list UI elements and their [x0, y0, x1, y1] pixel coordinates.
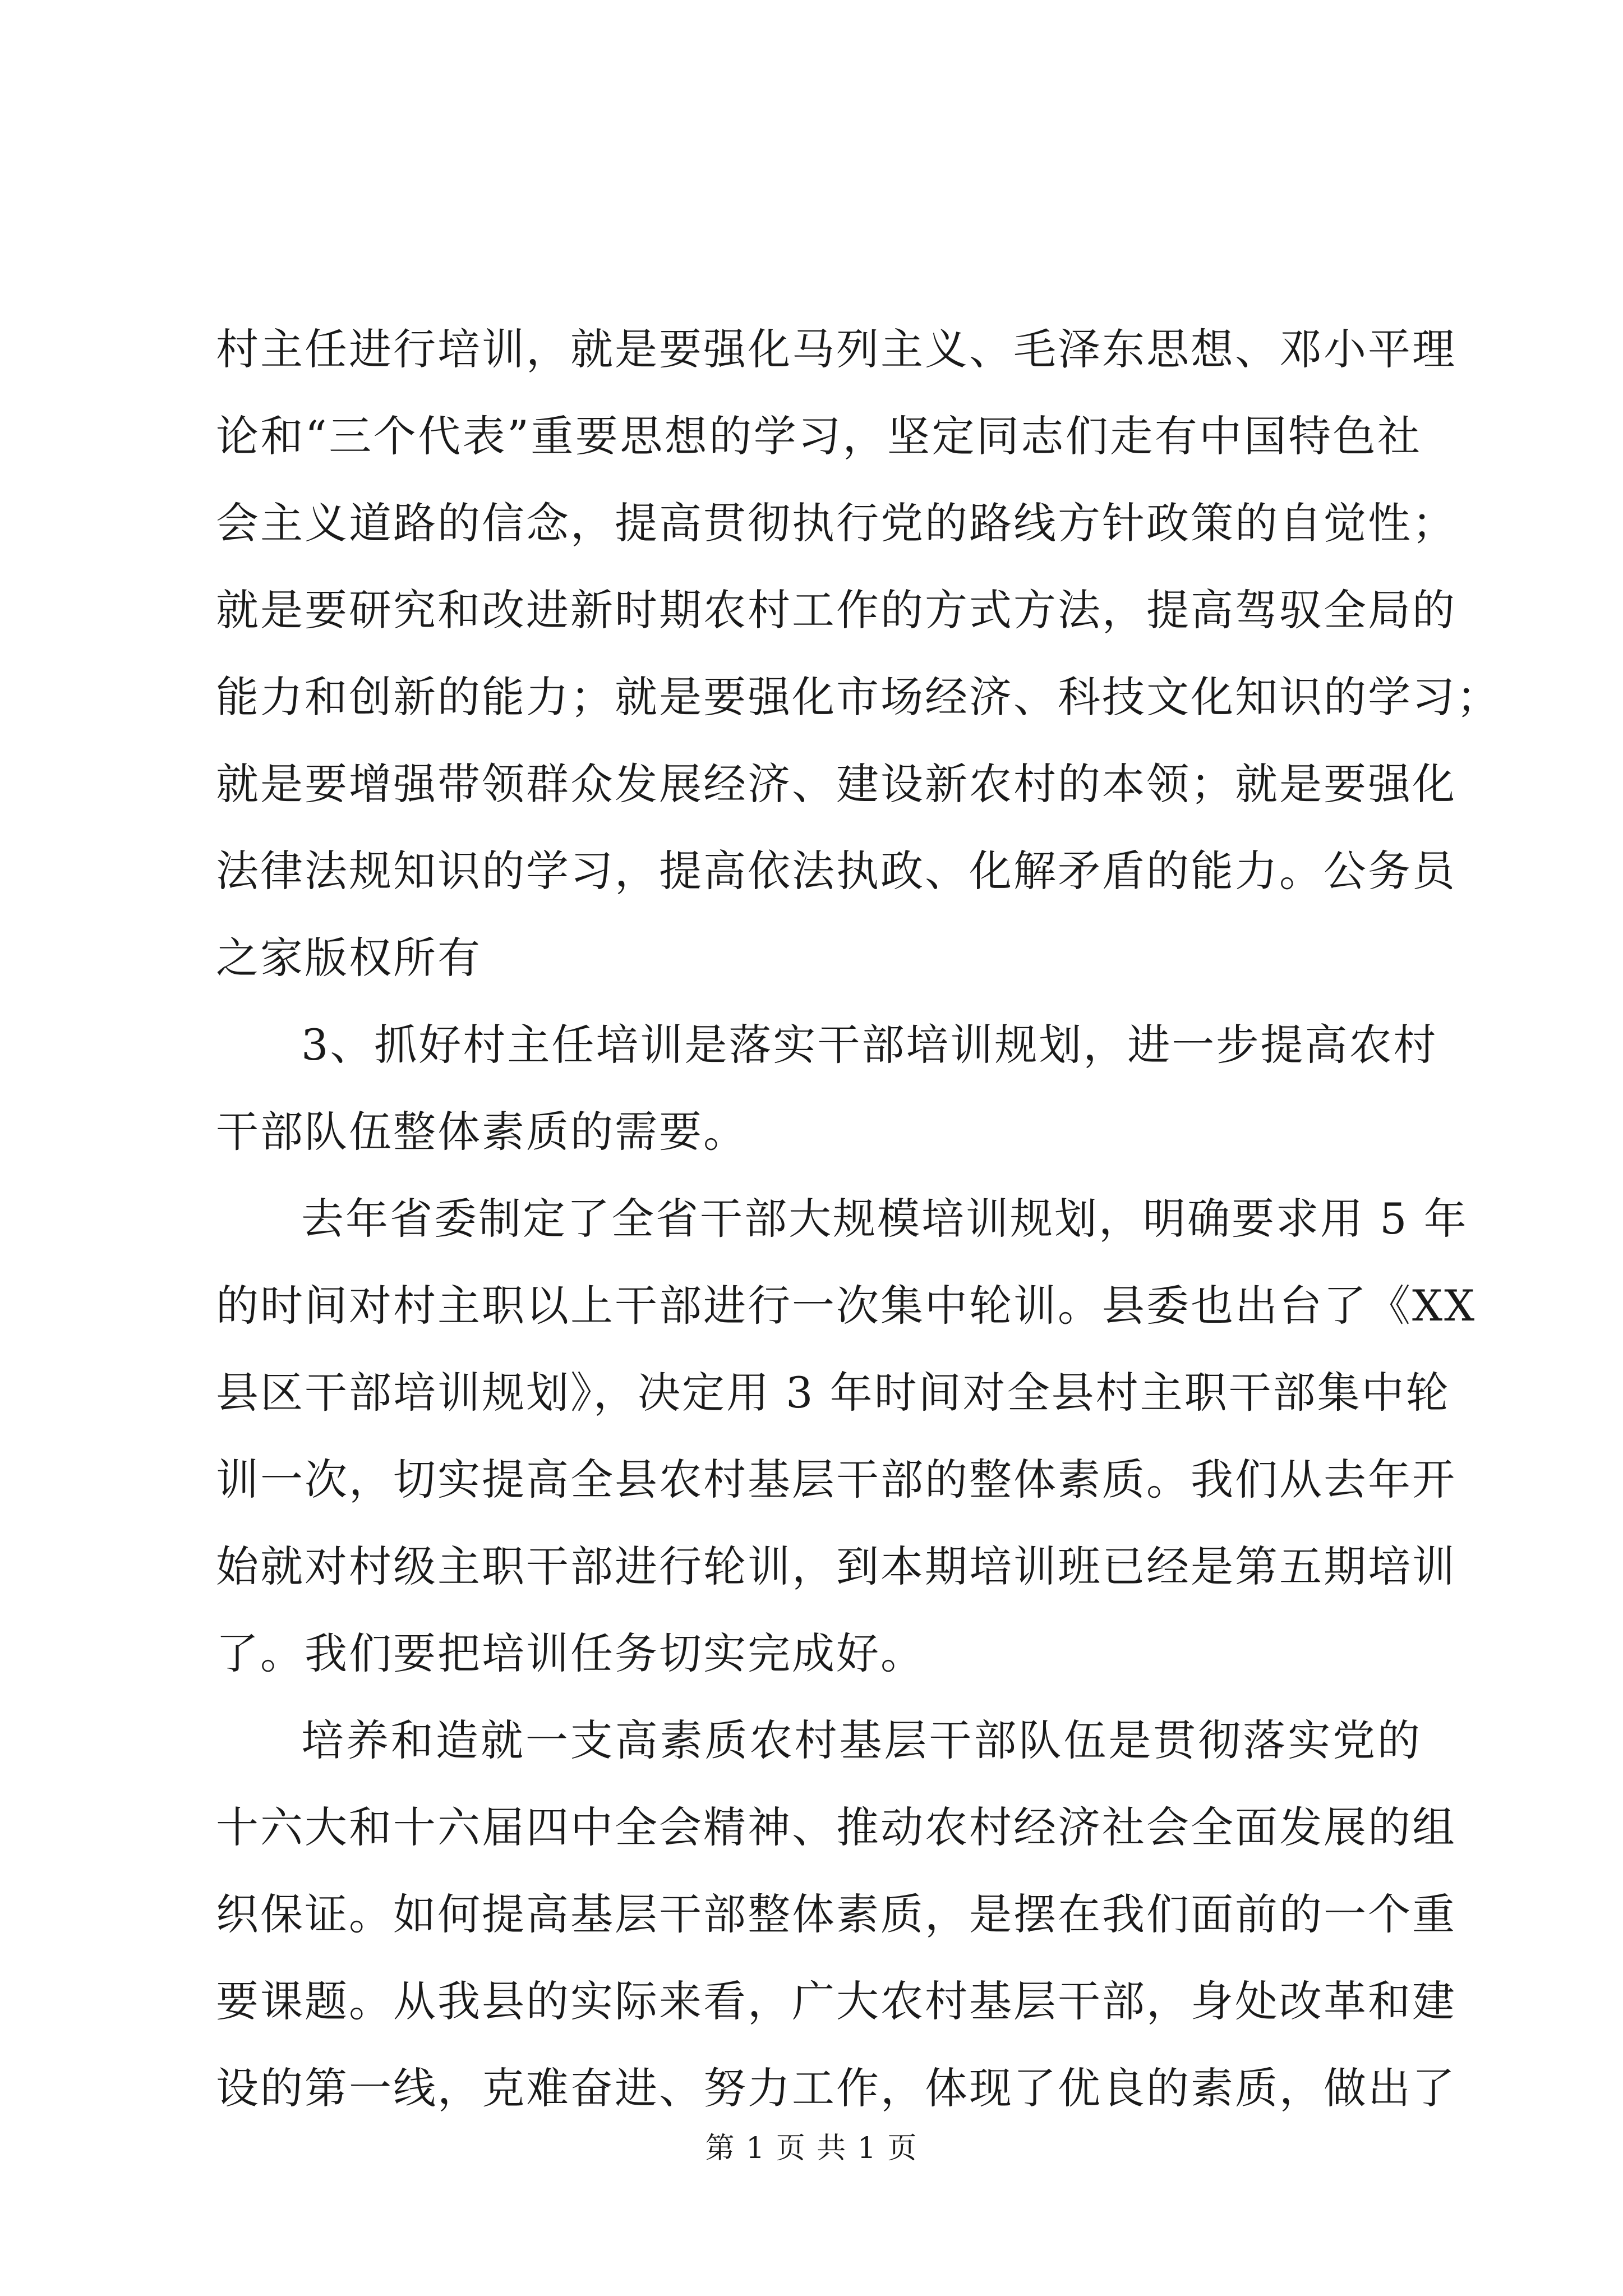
text-line: 了。我们要把培训任务切实完成好。 — [216, 1628, 925, 1678]
text-line: 训一次，切实提高全县农村基层干部的整体素质。我们从去年开 — [216, 1455, 1456, 1504]
text-line: 的时间对村主职以上干部进行一次集中轮训。县委也出台了《XX — [216, 1281, 1477, 1331]
text-line: 十六大和十六届四中全会精神、推动农村经济社会全面发展的组 — [216, 1802, 1456, 1852]
text-line: 县区干部培训规划》，决定用 3 年时间对全县村主职干部集中轮 — [216, 1368, 1450, 1418]
text-line: 就是要增强带领群众发展经济、建设新农村的本领；就是要强化 — [216, 759, 1456, 809]
text-line: 要课题。从我县的实际来看，广大农村基层干部，身处改革和建 — [216, 1976, 1456, 2026]
text-line: 村主任进行培训，就是要强化马列主义、毛泽东思想、邓小平理 — [216, 324, 1456, 374]
paragraph-training-plan — [216, 1175, 1477, 1697]
text-line: 就是要研究和改进新时期农村工作的方式方法，提高驾驭全局的 — [216, 585, 1456, 635]
paragraph-section-3 — [216, 1001, 1438, 1175]
text-line: 之家版权所有 — [216, 933, 482, 983]
text-line: 能力和创新的能力；就是要强化市场经济、科技文化知识的学习； — [216, 672, 1501, 722]
text-line: 始就对村级主职干部进行轮训，到本期培训班已经是第五期培训 — [216, 1542, 1456, 1591]
text-line: 3、抓好村主任培训是落实干部培训规划，进一步提高农村 — [301, 1020, 1438, 1070]
page-number-label: 第 1 页 共 1 页 — [705, 2132, 918, 2165]
text-line: 会主义道路的信念，提高贯彻执行党的路线方针政策的自觉性； — [216, 498, 1456, 548]
text-line: 织保证。如何提高基层干部整体素质，是摆在我们面前的一个重 — [216, 1889, 1456, 1939]
paragraph-cadre-quality — [216, 1697, 1456, 2132]
text-line: 去年省委制定了全省干部大规模培训规划，明确要求用 5 年 — [301, 1194, 1468, 1244]
text-line: 法律法规知识的学习，提高依法执政、化解矛盾的能力。公务员 — [216, 846, 1456, 896]
text-line: 干部队伍整体素质的需要。 — [216, 1107, 748, 1157]
text-line: 论和“三个代表”重要思想的学习，坚定同志们走有中国特色社 — [216, 411, 1422, 461]
text-line: 设的第一线，克难奋进、努力工作，体现了优良的素质，做出了 — [216, 2063, 1456, 2113]
document-body — [216, 306, 1501, 2132]
text-line: 培养和造就一支高素质农村基层干部队伍是贯彻落实党的 — [301, 1715, 1422, 1765]
page-footer — [0, 2129, 1623, 2168]
paragraph-continued — [216, 306, 1501, 1001]
